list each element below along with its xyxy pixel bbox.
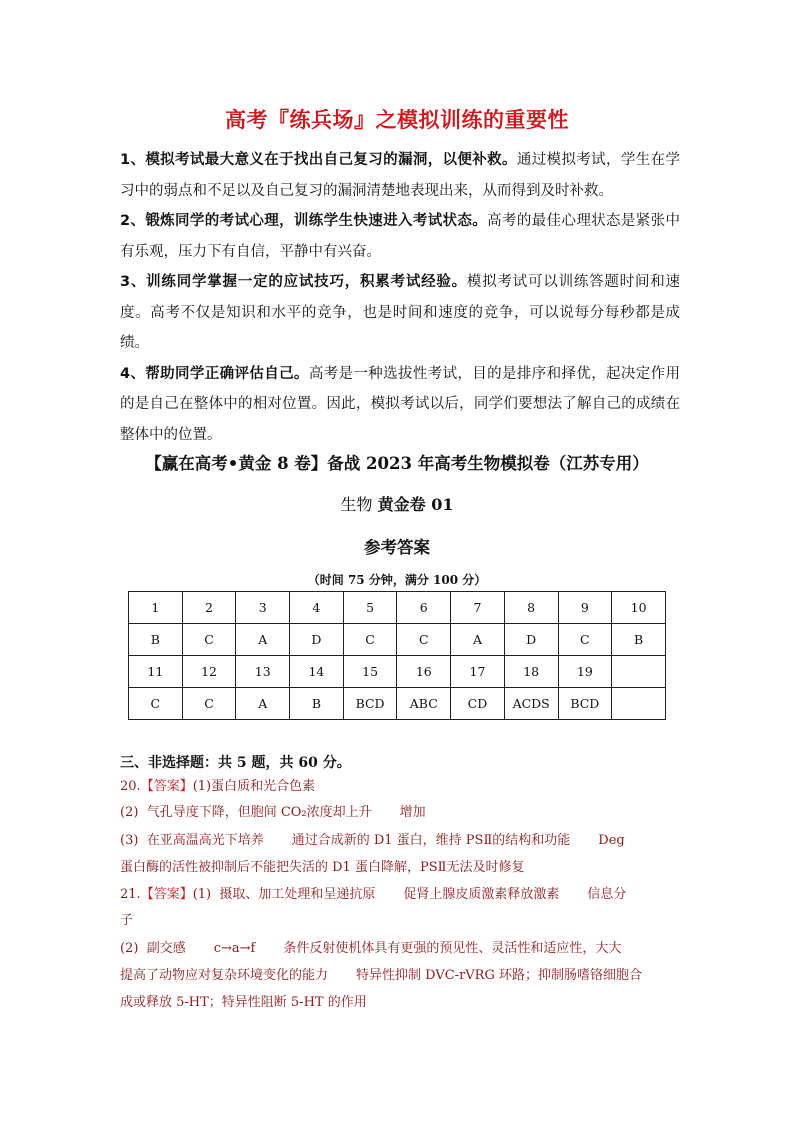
q21-line-5 xyxy=(120,990,680,1016)
q21-part1-answer-b: 促肾上腺皮质激素释放激素 xyxy=(403,887,560,902)
answer-cell: A xyxy=(451,624,505,656)
intro-point-3-heading: 3、训练同学掌握一定的应试技巧，积累考试经验。 xyxy=(120,274,467,290)
q21-part2-answer-b: c→a→f xyxy=(213,941,256,956)
question-number-cell: 17 xyxy=(451,656,505,688)
q21-part1-index: (1) xyxy=(192,887,212,902)
question-number-cell: 3 xyxy=(236,592,290,624)
answer-cell: D xyxy=(290,624,344,656)
question-number-cell: 6 xyxy=(397,592,451,624)
time-note: （时间 75 分钟，满分 100 分） xyxy=(307,573,487,587)
question-number-cell: 8 xyxy=(504,592,558,624)
answer-cell: B xyxy=(290,688,344,720)
question-number-cell: 10 xyxy=(612,592,666,624)
q21-part2-index: (2) xyxy=(120,941,139,956)
q21-part2-answer-c: 条件反射使机体具有更强的预见性、灵活性和适应性，大大 xyxy=(283,941,622,956)
intro-point-4-text: 高考是一种选拔性考试，目的是排序和择优，起决定作用的是自己在整体中的相对位置。因此，模拟考试以后，同学们要想法了解自己的成绩在整体中的位置。 xyxy=(120,365,681,443)
intro-paragraph-4 xyxy=(120,359,680,451)
answer-cell: C xyxy=(182,688,236,720)
question-number-cell: 19 xyxy=(558,656,612,688)
q20-number: 20. xyxy=(120,779,141,794)
answer-cell: C xyxy=(397,624,451,656)
intro-paragraph-2 xyxy=(120,206,680,267)
answer-cell: CD xyxy=(451,688,505,720)
q20-part3-answer-cont: 蛋白酶的活性被抑制后不能把失活的 D1 蛋白降解，PSⅡ无法及时修复 xyxy=(120,860,525,875)
q20-line-3 xyxy=(120,828,680,854)
answer-cell: C xyxy=(558,624,612,656)
q21-part1-answer-c: 信息分 xyxy=(587,887,627,902)
answer-title: 参考答案 xyxy=(364,538,430,557)
q21-line-3 xyxy=(120,936,680,962)
q21-part2-answer-a: 副交感 xyxy=(146,941,186,956)
question-number-cell: 9 xyxy=(558,592,612,624)
q21-part2-answer-d: 特异性抑制 DVC-rVRG 环路；抑制肠嗜铬细胞合 xyxy=(356,968,642,983)
question-number-cell: 12 xyxy=(182,656,236,688)
answer-cell: ACDS xyxy=(504,688,558,720)
section-heading: 三、非选择题：共 5 题，共 60 分。 xyxy=(120,755,351,771)
question-number-cell xyxy=(612,656,666,688)
answer-table xyxy=(128,591,666,720)
intro-paragraph-1 xyxy=(120,145,680,206)
q20-part3-answer-c: Deg xyxy=(598,833,625,848)
intro-point-3-text: 模拟考试可以训练答题时间和速度。高考不仅是知识和水平的竞争，也是时间和速度的竞争，可以说每分每秒都是成绩。 xyxy=(120,274,680,351)
answer-cell: B xyxy=(129,624,183,656)
intro-point-2-text: 高考的最佳心理状态是紧张中有乐观，压力下有自信，平静中有兴奋。 xyxy=(120,213,681,260)
answer-cell: D xyxy=(504,624,558,656)
question-number-cell: 4 xyxy=(290,592,344,624)
table-row xyxy=(129,592,666,624)
answer-cell: BCD xyxy=(343,688,397,720)
q20-part3-answer-b: 通过合成新的 D1 蛋白，维持 PSⅡ的结构和功能 xyxy=(291,833,571,848)
q20-part2-answer-a: 气孔导度下降，但胞间 CO₂浓度却上升 xyxy=(146,805,372,820)
question-number-cell: 2 xyxy=(182,592,236,624)
intro-paragraph-3 xyxy=(120,267,680,359)
answer-cell: C xyxy=(129,688,183,720)
question-number-cell: 11 xyxy=(129,656,183,688)
q20-part2-index: (2) xyxy=(120,805,139,820)
q21-line-2 xyxy=(120,908,680,934)
q21-part2-answer-d-cont: 成或释放 5-HT；特异性阻断 5-HT 的作用 xyxy=(120,995,367,1010)
table-row xyxy=(129,624,666,656)
paper-name: 黄金卷 01 xyxy=(377,495,454,514)
answer-cell: A xyxy=(236,688,290,720)
answer-cell: A xyxy=(236,624,290,656)
paper-subtitle xyxy=(0,492,794,515)
q21-answer-tag: 【答案】 xyxy=(140,887,193,902)
q21-part1-answer-c-cont: 子 xyxy=(120,913,134,928)
q21-part1-answer-a: 摄取、加工处理和呈递抗原 xyxy=(219,887,376,902)
question-number-cell: 1 xyxy=(129,592,183,624)
q20-answer-tag: 【答案】 xyxy=(140,779,193,794)
question-number-cell: 16 xyxy=(397,656,451,688)
question-number-cell: 5 xyxy=(343,592,397,624)
exam-title: 【赢在高考•黄金 8 卷】备战 2023 年高考生物模拟卷（江苏专用） xyxy=(145,454,649,473)
q21-number: 21. xyxy=(120,887,141,902)
answer-cell: BCD xyxy=(558,688,612,720)
intro-point-4-heading: 4、帮助同学正确评估自己。 xyxy=(120,365,309,382)
answer-cell: ABC xyxy=(397,688,451,720)
table-row xyxy=(129,656,666,688)
intro-point-1-heading: 1、模拟考试最大意义在于找出自己复习的漏洞，以便补救。 xyxy=(120,152,517,168)
table-row xyxy=(129,688,666,720)
intro-section xyxy=(120,145,680,450)
question-number-cell: 14 xyxy=(290,656,344,688)
q21-line-4 xyxy=(120,963,680,989)
answer-cell: B xyxy=(612,624,666,656)
answer-cell: C xyxy=(182,624,236,656)
subject-label: 生物 xyxy=(340,495,373,514)
page-title: 高考『练兵场』之模拟训练的重要性 xyxy=(225,108,569,132)
q21-line-1 xyxy=(120,882,680,908)
question-number-cell: 15 xyxy=(343,656,397,688)
q20-part2-answer-b: 增加 xyxy=(399,805,426,820)
intro-point-2-heading: 2、锻炼同学的考试心理，训练学生快速进入考试状态。 xyxy=(120,213,488,229)
intro-point-1-text: 通过模拟考试，学生在学习中的弱点和不足以及自己复习的漏洞清楚地表现出来，从而得到及时补救。 xyxy=(120,152,680,199)
q20-part3-index: (3) xyxy=(120,833,139,848)
q20-line-2 xyxy=(120,800,680,826)
q20-line-4 xyxy=(120,855,680,881)
question-number-cell: 7 xyxy=(451,592,505,624)
q21-part2-answer-c-cont: 提高了动物应对复杂环境变化的能力 xyxy=(120,968,329,983)
q20-line-1 xyxy=(120,774,680,800)
question-number-cell: 13 xyxy=(236,656,290,688)
question-number-cell: 18 xyxy=(504,656,558,688)
answer-cell: C xyxy=(343,624,397,656)
answer-cell xyxy=(612,688,666,720)
q20-part1: (1)蛋白质和光合色素 xyxy=(192,779,316,794)
q20-part3-answer-a: 在亚高温高光下培养 xyxy=(146,833,264,848)
